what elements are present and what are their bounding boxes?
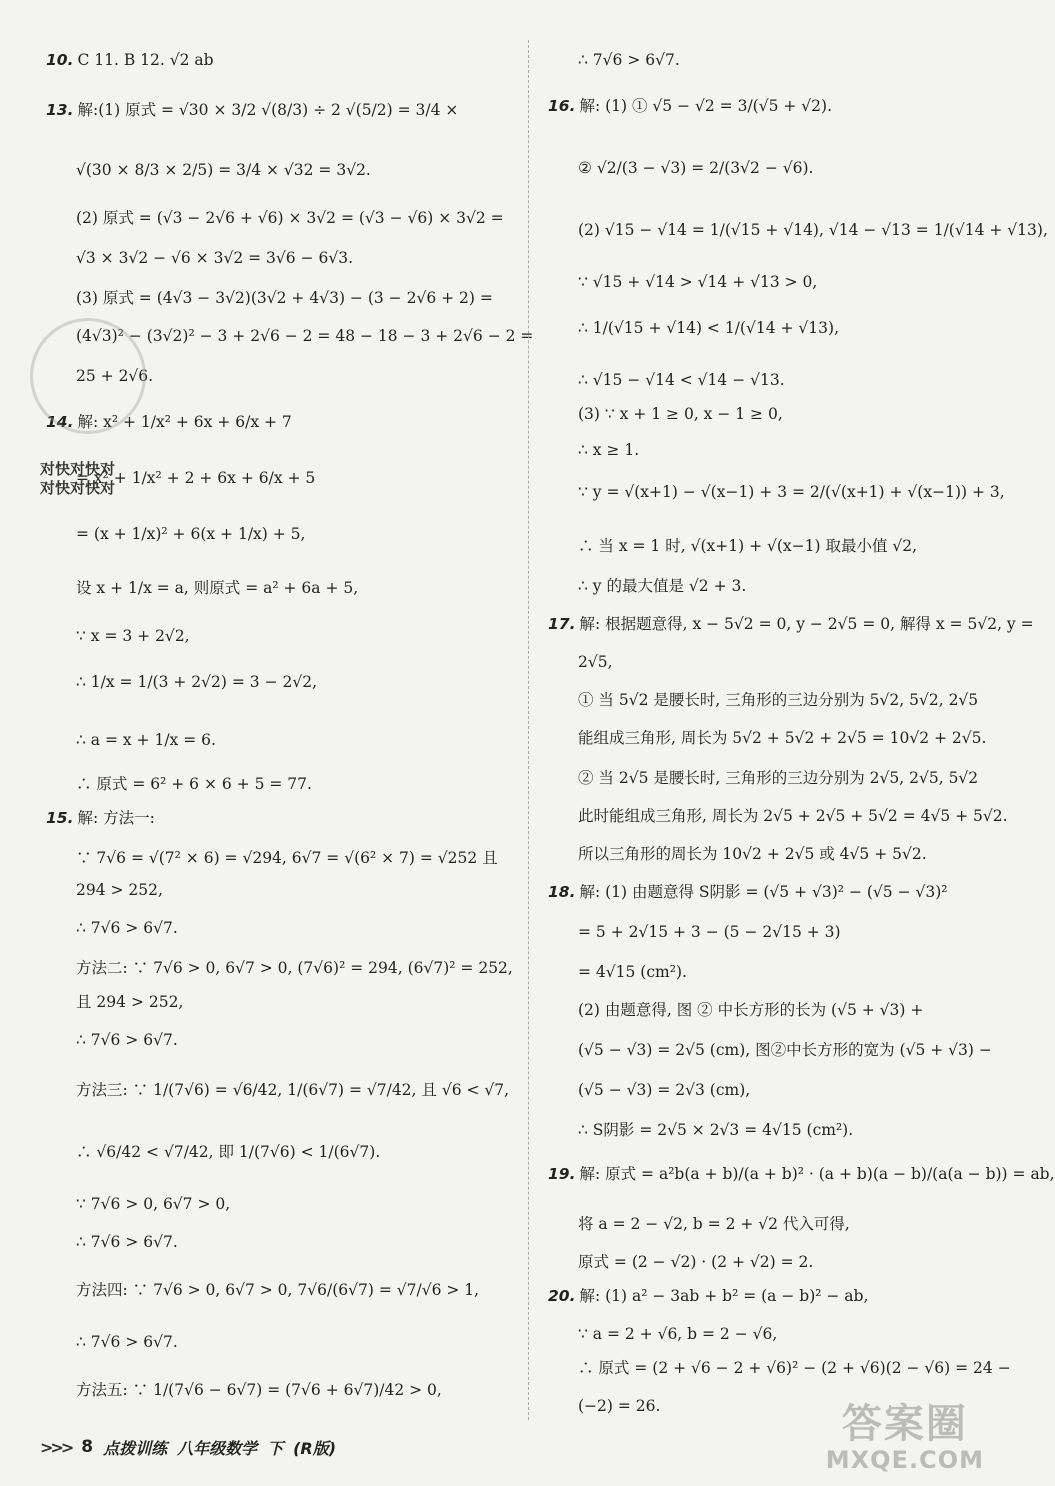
answer-text: = 4√15 (cm²). — [578, 963, 687, 981]
answer-line — [578, 1396, 660, 1416]
question-number: 10. — [46, 51, 74, 69]
question-number: 14. — [46, 413, 74, 431]
edition-label: (R版) — [293, 1438, 337, 1458]
answer-text: 解: 根据题意得, x − 5√2 = 0, y − 2√5 = 0, 解得 x = 5√2, y = — [579, 615, 1034, 633]
answer-line — [578, 652, 613, 672]
volume-label: 下 — [267, 1438, 284, 1458]
answer-text: ∴ a = x + 1/x = 6. — [76, 731, 216, 749]
answer-line — [578, 1214, 850, 1234]
question-number: 16. — [548, 97, 576, 115]
answer-text: = 5 + 2√15 + 3 − (5 − 2√15 + 3) — [578, 923, 841, 941]
watermark-url: MXQE.COM — [825, 1446, 984, 1474]
answer-line — [578, 220, 1048, 240]
answer-line — [578, 482, 1005, 502]
answer-text: ∴ 7√6 > 6√7. — [76, 1031, 178, 1049]
answer-text: (√5 − √3) = 2√5 (cm), 图②中长方形的宽为 (√5 + √3) − — [578, 1041, 992, 1059]
answer-text: √(30 × 8/3 × 2/5) = 3/4 × √32 = 3√2. — [76, 161, 371, 179]
answer-line — [76, 288, 493, 308]
answer-line — [578, 962, 687, 982]
answer-text: ∵ 7√6 > 0, 6√7 > 0, — [76, 1195, 231, 1213]
question-number: 15. — [46, 809, 74, 827]
answer-line — [46, 100, 458, 120]
answer-line — [76, 918, 178, 938]
answer-line — [578, 370, 785, 390]
answer-line — [76, 626, 190, 646]
answer-line — [578, 1358, 1011, 1378]
answer-line — [76, 848, 498, 868]
answer-text: 解: (1) 由题意得 S阴影 = (√5 + √3)² − (√5 − √3)² — [579, 883, 948, 901]
answer-text: ∴ S阴影 = 2√5 × 2√3 = 4√15 (cm²). — [578, 1121, 854, 1139]
answer-text: ∴ √15 − √14 < √14 − √13. — [578, 371, 785, 389]
answer-text: ∵ x = 3 + 2√2, — [76, 627, 190, 645]
answer-line — [578, 1000, 923, 1020]
answer-line — [578, 806, 1008, 826]
answer-text: ∴ x ≥ 1. — [578, 441, 640, 459]
answer-line — [548, 1286, 868, 1306]
answer-text: = (x + 1/x)² + 6(x + 1/x) + 5, — [76, 525, 306, 543]
answer-text: 解: 方法一: — [77, 809, 155, 827]
answer-text: ∴ 7√6 > 6√7. — [76, 1333, 178, 1351]
page-number: 8 — [81, 1437, 94, 1457]
answer-text: 原式 = (2 − √2) · (2 + √2) = 2. — [578, 1253, 814, 1271]
answer-text: ∴ 7√6 > 6√7. — [76, 1233, 178, 1251]
question-number: 20. — [548, 1287, 576, 1305]
answer-line — [578, 1252, 813, 1272]
answer-text: (√5 − √3) = 2√3 (cm), — [578, 1081, 751, 1099]
question-number: 18. — [548, 883, 576, 901]
answer-line — [578, 1324, 777, 1344]
answer-text: ∴ √6/42 < √7/42, 即 1/(7√6) < 1/(6√7). — [76, 1143, 381, 1161]
subject-label: 八年级数学 — [177, 1438, 258, 1458]
answer-text: 所以三角形的周长为 10√2 + 2√5 或 4√5 + 5√2. — [578, 845, 927, 863]
answer-line — [76, 958, 513, 978]
answer-text: = x² + 1/x² + 2 + 6x + 6/x + 5 — [76, 469, 316, 487]
overlay-line: 对快对快对 — [40, 460, 116, 478]
answer-text: ∴ 1/x = 1/(3 + 2√2) = 3 − 2√2, — [76, 673, 318, 691]
answer-line — [76, 1080, 509, 1100]
answer-text: ∴ 当 x = 1 时, √(x+1) + √(x−1) 取最小值 √2, — [578, 537, 918, 555]
answer-text: ∴ 原式 = 6² + 6 × 6 + 5 = 77. — [76, 775, 312, 793]
answer-line — [578, 768, 978, 788]
answer-text: 能组成三角形, 周长为 5√2 + 5√2 + 2√5 = 10√2 + 2√5. — [578, 729, 987, 747]
answer-line — [76, 1194, 230, 1214]
answer-text: ① 当 5√2 是腰长时, 三角形的三边分别为 5√2, 5√2, 2√5 — [578, 691, 979, 709]
overlay-annotation — [40, 460, 115, 498]
answer-text: 2√5, — [578, 653, 613, 671]
answer-line — [76, 578, 358, 598]
answer-text: 方法二: ∵ 7√6 > 0, 6√7 > 0, (7√6)² = 294, (6√7)² = 252, — [76, 959, 513, 977]
answer-text: 此时能组成三角形, 周长为 2√5 + 2√5 + 5√2 = 4√5 + 5√2. — [578, 807, 1008, 825]
answer-line — [46, 808, 155, 828]
answer-line — [548, 1164, 1055, 1184]
answer-line — [76, 248, 353, 268]
watermark-text: 答案圈 — [841, 1401, 968, 1447]
answer-line — [76, 1332, 178, 1352]
answer-line — [578, 440, 639, 460]
answer-text: (4√3)² − (3√2)² − 3 + 2√6 − 2 = 48 − 18 − 3 + 2√6 − 2 = — [76, 327, 534, 345]
answer-line — [578, 272, 817, 292]
answer-line — [76, 160, 371, 180]
answer-text: 设 x + 1/x = a, 则原式 = a² + 6a + 5, — [76, 579, 359, 597]
answer-line — [46, 50, 214, 70]
book-title: 点拨训练 — [103, 1438, 168, 1458]
answer-line — [76, 1380, 442, 1400]
page-footer — [40, 1432, 336, 1462]
question-number: 13. — [46, 101, 74, 119]
answer-line — [578, 728, 986, 748]
answer-text: ∵ 7√6 = √(7² × 6) = √294, 6√7 = √(6² × 7) = √252 且 — [76, 849, 498, 867]
answer-line — [578, 50, 680, 70]
answer-text: 解: (1) a² − 3ab + b² = (a − b)² − ab, — [579, 1287, 869, 1305]
answer-text: ∵ y = √(x+1) − √(x−1) + 3 = 2/(√(x+1) + √(x−1)) + 3, — [578, 483, 1005, 501]
answer-line — [548, 882, 947, 902]
answer-text: ∴ 7√6 > 6√7. — [76, 919, 178, 937]
answer-text: 294 > 252, — [76, 881, 163, 899]
answer-text: C 11. B 12. √2 ab — [77, 51, 214, 69]
watermark-logo — [826, 1402, 984, 1474]
answer-text: (2) √15 − √14 = 1/(√15 + √14), √14 − √13 = 1/(√14 + √13), — [578, 221, 1048, 239]
answer-line — [76, 1142, 380, 1162]
answer-line — [76, 326, 533, 346]
answer-line — [76, 774, 312, 794]
answer-text: 25 + 2√6. — [76, 367, 154, 385]
answer-line — [578, 158, 813, 178]
answer-text: ② 当 2√5 是腰长时, 三角形的三边分别为 2√5, 2√5, 5√2 — [578, 769, 979, 787]
answer-line — [76, 1232, 178, 1252]
answer-text: 解: 原式 = a²b(a + b)/(a + b)² · (a + b)(a − b)/(a(a − b)) = ab, — [579, 1165, 1055, 1183]
answer-text: 解: (1) ① √5 − √2 = 3/(√5 + √2). — [579, 97, 833, 115]
answer-line — [76, 672, 317, 692]
answer-text: ∴ 1/(√15 + √14) < 1/(√14 + √13), — [578, 319, 839, 337]
footer-arrows: >>> — [40, 1437, 72, 1457]
answer-line — [578, 576, 746, 596]
question-number: 19. — [548, 1165, 576, 1183]
answer-line — [578, 922, 841, 942]
answer-text: 且 294 > 252, — [76, 993, 184, 1011]
answer-line — [548, 96, 832, 116]
answer-text: 解: x² + 1/x² + 6x + 6/x + 7 — [77, 413, 292, 431]
answer-line — [76, 524, 305, 544]
answer-line — [76, 208, 504, 228]
answer-text: (3) 原式 = (4√3 − 3√2)(3√2 + 4√3) − (3 − 2√6 + 2) = — [76, 289, 493, 307]
answer-line — [578, 1040, 992, 1060]
answer-line — [578, 1080, 750, 1100]
column-divider — [528, 40, 529, 1420]
answer-line — [578, 536, 917, 556]
answer-text: 解:(1) 原式 = √30 × 3/2 √(8/3) ÷ 2 √(5/2) = 3/4 × — [77, 101, 459, 119]
answer-line — [76, 992, 183, 1012]
answer-line — [578, 1120, 853, 1140]
answer-line — [76, 1280, 479, 1300]
answer-text: ∴ y 的最大值是 √2 + 3. — [578, 577, 747, 595]
answer-text: (−2) = 26. — [578, 1397, 661, 1415]
answer-text: ② √2/(3 − √3) = 2/(3√2 − √6). — [578, 159, 814, 177]
answer-line — [578, 404, 783, 424]
answer-line — [76, 880, 163, 900]
answer-text: 方法三: ∵ 1/(7√6) = √6/42, 1/(6√7) = √7/42, 且 √6 < √7, — [76, 1081, 510, 1099]
answer-text: ∴ 7√6 > 6√7. — [578, 51, 680, 69]
answer-text: (2) 原式 = (√3 − 2√6 + √6) × 3√2 = (√3 − √6) × 3√2 = — [76, 209, 504, 227]
answer-text: ∵ √15 + √14 > √14 + √13 > 0, — [578, 273, 818, 291]
answer-text: ∴ 原式 = (2 + √6 − 2 + √6)² − (2 + √6)(2 − √6) = 24 − — [578, 1359, 1011, 1377]
answer-text: (2) 由题意得, 图 ② 中长方形的长为 (√5 + √3) + — [578, 1001, 924, 1019]
answer-line — [578, 318, 839, 338]
question-number: 17. — [548, 615, 576, 633]
answer-text: ∵ a = 2 + √6, b = 2 − √6, — [578, 1325, 778, 1343]
answer-line — [548, 614, 1034, 634]
answer-text: 方法五: ∵ 1/(7√6 − 6√7) = (7√6 + 6√7)/42 > 0, — [76, 1381, 442, 1399]
answer-line — [76, 1030, 178, 1050]
answer-line — [76, 730, 216, 750]
answer-text: 将 a = 2 − √2, b = 2 + √2 代入可得, — [578, 1215, 850, 1233]
answer-line — [578, 844, 927, 864]
answer-line — [578, 690, 978, 710]
overlay-line: 对快对快对 — [40, 479, 116, 497]
answer-text: √3 × 3√2 − √6 × 3√2 = 3√6 − 6√3. — [76, 249, 354, 267]
answer-text: 方法四: ∵ 7√6 > 0, 6√7 > 0, 7√6/(6√7) = √7/√6 > 1, — [76, 1281, 480, 1299]
answer-text: (3) ∵ x + 1 ≥ 0, x − 1 ≥ 0, — [578, 405, 783, 423]
